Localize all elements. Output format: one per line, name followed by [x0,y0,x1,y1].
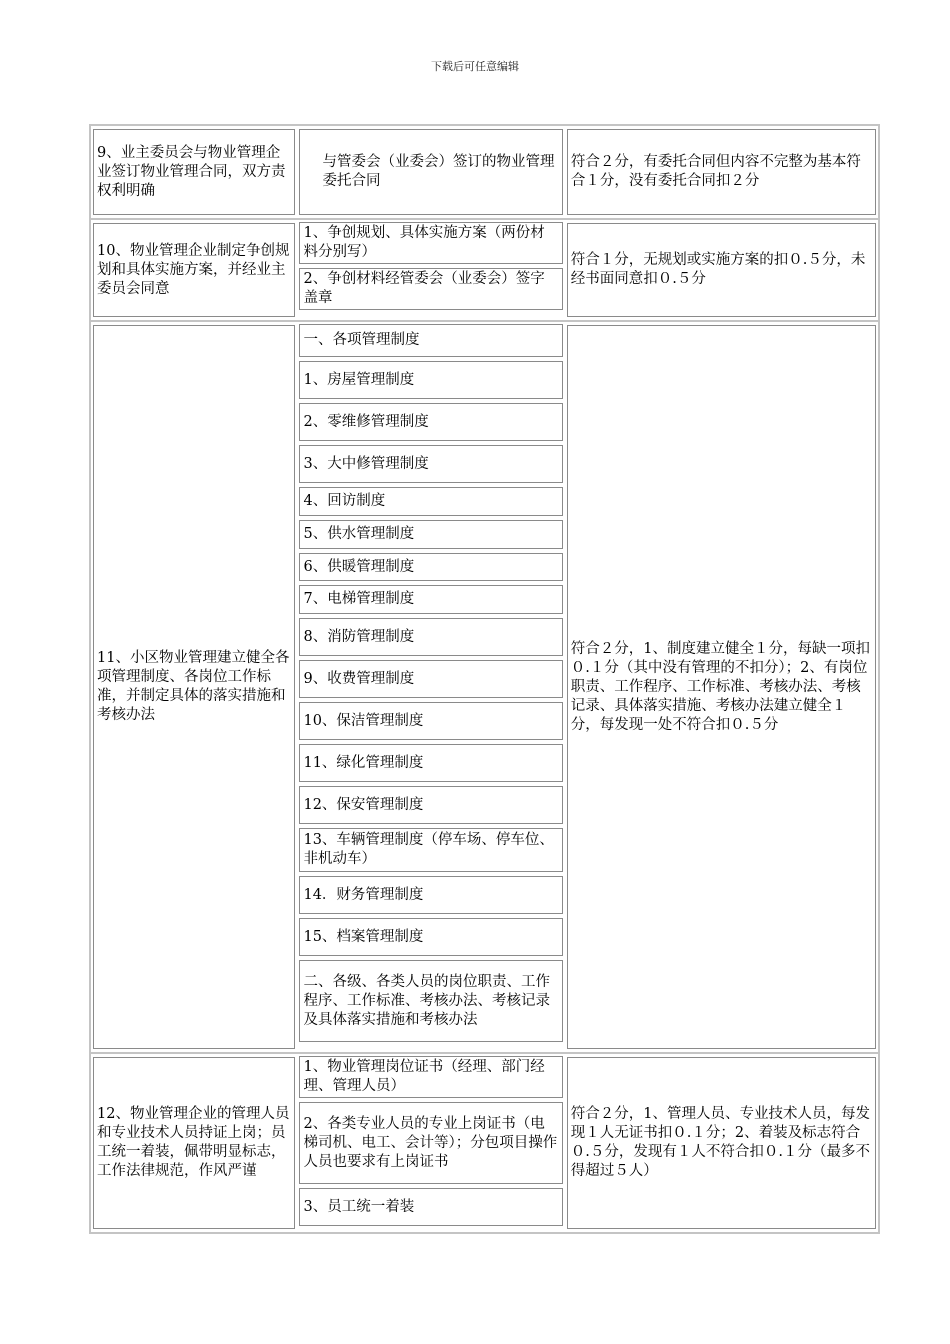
table-row [91,1054,878,1234]
item-cell: 9、业主委员会与物业管理企业签订物业管理合同，双方责权利明确 [93,129,295,215]
content-cell: 12、保安管理制度 [299,786,562,824]
content-cell: 2、争创材料经管委会（业委会）签字盖章 [299,268,562,310]
evaluation-table [89,124,880,1234]
scoring-cell: 符合２分，有委托合同但内容不完整为基本符合１分，没有委托合同扣２分 [567,129,876,215]
scoring-cell: 符合２分，1、制度建立健全１分，每缺一项扣０.１分（其中没有管理的不扣分）；2、有岗位职责、工作程序、工作标准、考核办法、考核记录、具体落实措施、考核办法建立健全１分，每发现一处不符合扣０.５分 [567,325,876,1049]
content-cell: 1、房屋管理制度 [299,361,562,399]
item-cell: 10、物业管理企业制定争创规划和具体实施方案，并经业主委员会同意 [93,223,295,317]
content-cell: 15、档案管理制度 [299,918,562,956]
content-cell: 13、车辆管理制度（停车场、停车位、非机动车） [299,828,562,872]
content-cell: 一、各项管理制度 [299,324,562,357]
content-cell: 2、各类专业人员的专业上岗证书（电梯司机、电工、会计等）；分包项目操作人员也要求有上岗证书 [299,1102,562,1184]
content-cell: 2、零维修管理制度 [299,403,562,441]
content-cell: 3、大中修管理制度 [299,445,562,483]
item-cell: 12、物业管理企业的管理人员和专业技术人员持证上岗；员工统一着装，佩带明显标志，工作法律规范，作风严谨 [93,1057,295,1229]
table-row [91,322,878,1054]
content-cell: 5、供水管理制度 [299,520,562,549]
content-cell: 1、争创规划、具体实施方案（两份材料分别写） [299,222,562,264]
content-column [297,1054,564,1232]
content-cell: 4、回访制度 [299,487,562,516]
table-row [91,126,878,220]
scoring-cell: 符合１分，无规划或实施方案的扣０.５分，未经书面同意扣０.５分 [567,223,876,317]
content-cell: 14．财务管理制度 [299,876,562,914]
content-cell: 与管委会（业委会）签订的物业管理委托合同 [299,129,562,215]
content-cell: 11、绿化管理制度 [299,744,562,782]
content-cell: 8、消防管理制度 [299,618,562,656]
page-header: 下载后可任意编辑 [431,60,519,73]
content-column [297,220,564,320]
content-cell: 3、员工统一着装 [299,1188,562,1226]
content-cell: 7、电梯管理制度 [299,585,562,614]
content-cell: 10、保洁管理制度 [299,702,562,740]
content-cell: 6、供暖管理制度 [299,553,562,581]
content-cell: 二、各级、各类人员的岗位职责、工作程序、工作标准、考核办法、考核记录及具体落实措施和考核办法 [299,960,562,1042]
item-cell: 11、小区物业管理建立健全各项管理制度、各岗位工作标准，并制定具体的落实措施和考核办法 [93,325,295,1049]
table-row [91,220,878,322]
content-cell: 1、物业管理岗位证书（经理、部门经理、管理人员） [299,1056,562,1098]
content-cell: 9、收费管理制度 [299,660,562,698]
scoring-cell: 符合２分，1、管理人员、专业技术人员，每发现１人无证书扣０.１分；2、着装及标志符合０.５分，发现有１人不符合扣０.１分（最多不得超过５人） [567,1057,876,1229]
content-column [297,322,564,1052]
